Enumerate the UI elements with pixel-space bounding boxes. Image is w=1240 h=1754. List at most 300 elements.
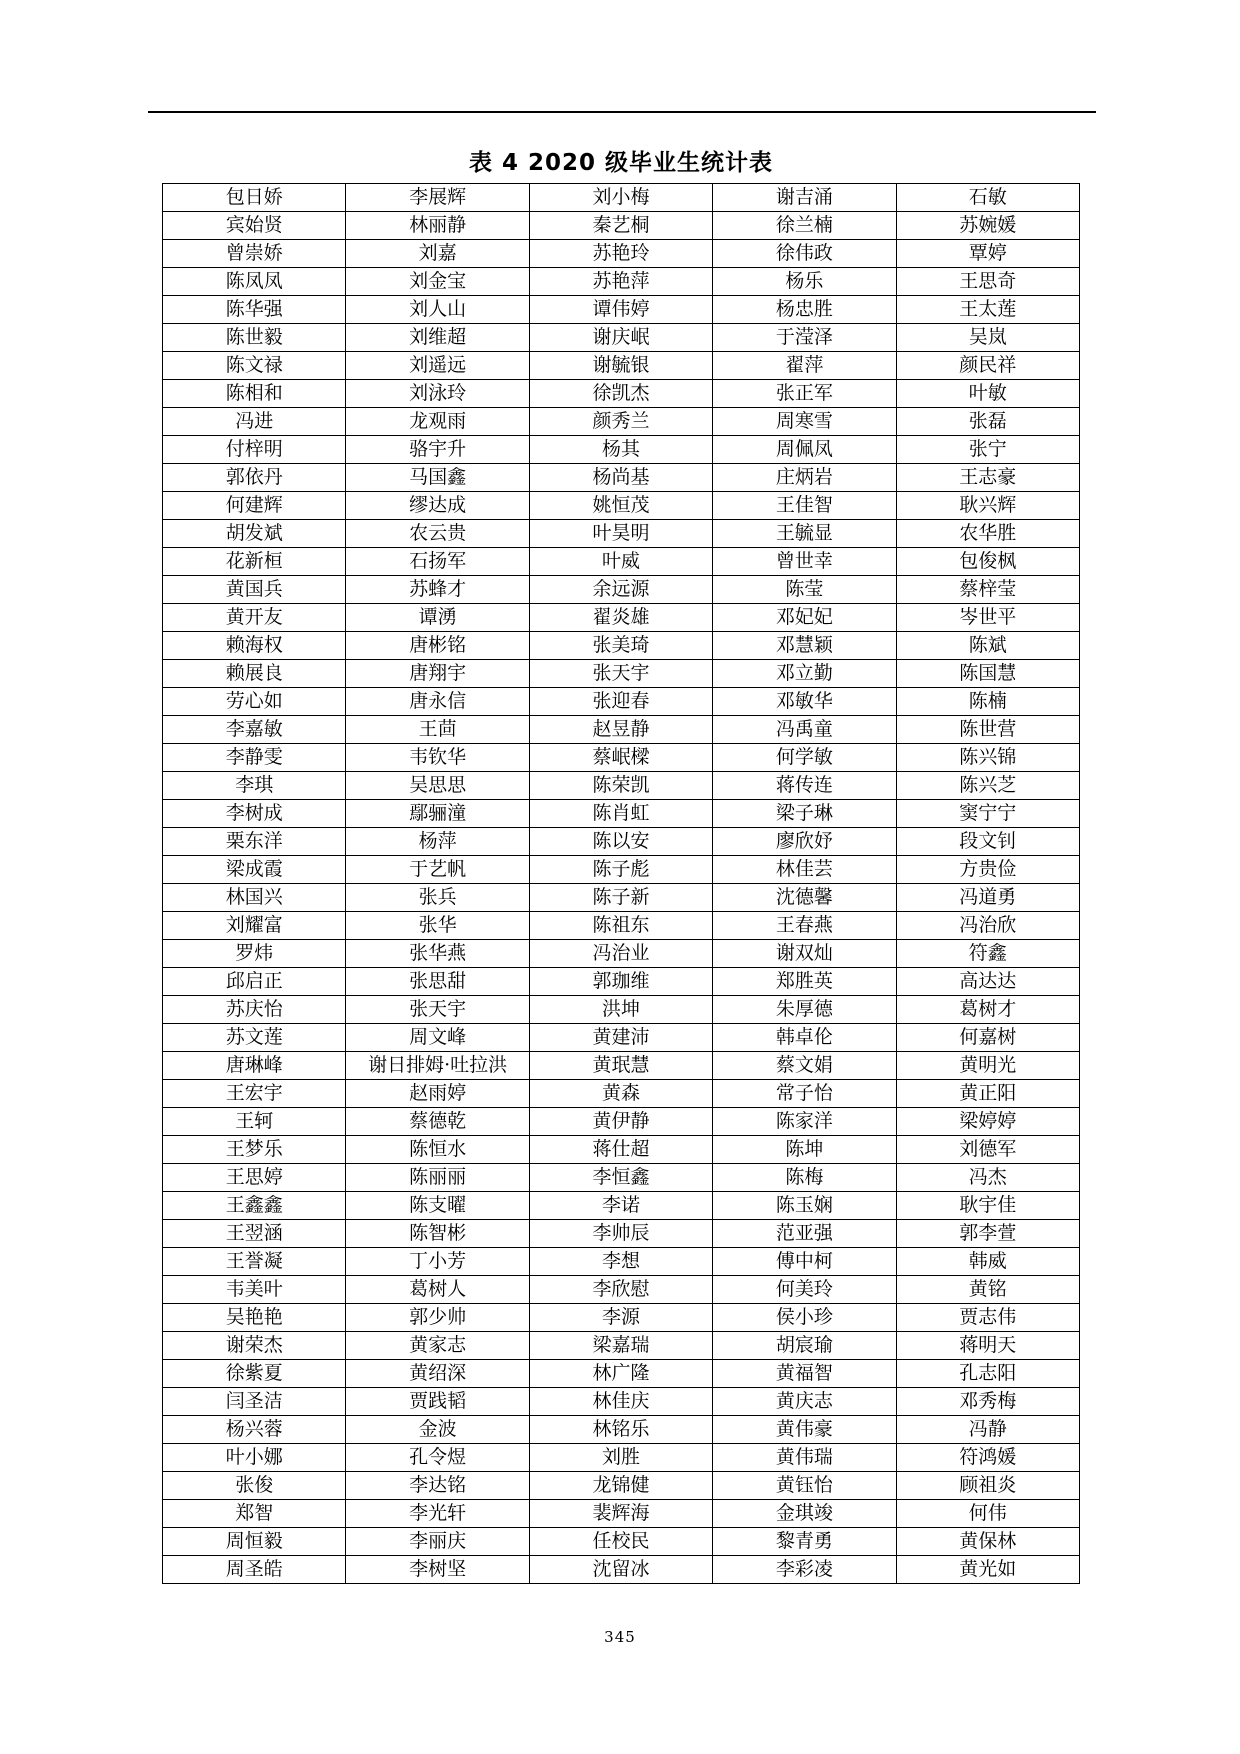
student-name-cell: 葛树人 [346, 1276, 529, 1304]
student-name-cell: 何嘉树 [896, 1024, 1079, 1052]
student-name-cell: 王宏宇 [163, 1080, 346, 1108]
student-name-cell: 张磊 [896, 408, 1079, 436]
table-row [163, 1136, 1080, 1164]
student-name-cell: 陈家洋 [713, 1108, 896, 1136]
student-name-cell: 陈以安 [529, 828, 712, 856]
student-name-cell: 范亚强 [713, 1220, 896, 1248]
student-name-cell: 包日娇 [163, 184, 346, 212]
student-name-cell: 黄珉慧 [529, 1052, 712, 1080]
student-name-cell: 冯杰 [896, 1164, 1079, 1192]
student-name-cell: 颜秀兰 [529, 408, 712, 436]
student-name-cell: 冯进 [163, 408, 346, 436]
table-row [163, 1360, 1080, 1388]
student-name-cell: 蔡梓莹 [896, 576, 1079, 604]
student-name-cell: 赖海权 [163, 632, 346, 660]
student-name-cell: 傅中柯 [713, 1248, 896, 1276]
student-name-cell: 何学敏 [713, 744, 896, 772]
student-name-cell: 王誉凝 [163, 1248, 346, 1276]
student-name-cell: 洪坤 [529, 996, 712, 1024]
student-name-cell: 符鸿媛 [896, 1444, 1079, 1472]
student-name-cell: 谭湧 [346, 604, 529, 632]
student-name-cell: 林佳庆 [529, 1388, 712, 1416]
student-name-cell: 陈华强 [163, 296, 346, 324]
student-name-cell: 苏艳萍 [529, 268, 712, 296]
student-name-cell: 叶小娜 [163, 1444, 346, 1472]
student-name-cell: 王茴 [346, 716, 529, 744]
student-name-cell: 方贵俭 [896, 856, 1079, 884]
student-name-cell: 包俊枫 [896, 548, 1079, 576]
student-name-cell: 李彩凌 [713, 1556, 896, 1584]
student-name-cell: 吴思思 [346, 772, 529, 800]
student-name-cell: 梁婷婷 [896, 1108, 1079, 1136]
table-row [163, 884, 1080, 912]
student-name-cell: 廖欣妤 [713, 828, 896, 856]
table-row [163, 548, 1080, 576]
student-name-cell: 李琪 [163, 772, 346, 800]
table-row [163, 1220, 1080, 1248]
student-name-cell: 邓秀梅 [896, 1388, 1079, 1416]
student-name-cell: 杨萍 [346, 828, 529, 856]
table-row [163, 1304, 1080, 1332]
student-name-cell: 金琪竣 [713, 1500, 896, 1528]
student-name-cell: 陈国慧 [896, 660, 1079, 688]
table-row [163, 1556, 1080, 1584]
student-name-cell: 翟萍 [713, 352, 896, 380]
student-name-cell: 沈德馨 [713, 884, 896, 912]
student-name-cell: 王春燕 [713, 912, 896, 940]
student-name-cell: 陈子新 [529, 884, 712, 912]
table-row [163, 184, 1080, 212]
student-name-cell: 周圣皓 [163, 1556, 346, 1584]
table-row [163, 352, 1080, 380]
graduates-table-body [163, 184, 1080, 1584]
table-row [163, 772, 1080, 800]
student-name-cell: 黄家志 [346, 1332, 529, 1360]
student-name-cell: 孔志阳 [896, 1360, 1079, 1388]
student-name-cell: 李树坚 [346, 1556, 529, 1584]
table-row [163, 1388, 1080, 1416]
student-name-cell: 杨兴蓉 [163, 1416, 346, 1444]
student-name-cell: 谢毓银 [529, 352, 712, 380]
table-row [163, 1080, 1080, 1108]
student-name-cell: 贾践韬 [346, 1388, 529, 1416]
table-row [163, 436, 1080, 464]
student-name-cell: 李丽庆 [346, 1528, 529, 1556]
student-name-cell: 高达达 [896, 968, 1079, 996]
student-name-cell: 金波 [346, 1416, 529, 1444]
table-row [163, 1332, 1080, 1360]
student-name-cell: 韦美叶 [163, 1276, 346, 1304]
table-row [163, 1052, 1080, 1080]
student-name-cell: 韩卓伦 [713, 1024, 896, 1052]
student-name-cell: 张俊 [163, 1472, 346, 1500]
student-name-cell: 耿宇佳 [896, 1192, 1079, 1220]
table-row [163, 492, 1080, 520]
student-name-cell: 鄢骊潼 [346, 800, 529, 828]
student-name-cell: 刘遥远 [346, 352, 529, 380]
student-name-cell: 闫圣洁 [163, 1388, 346, 1416]
student-name-cell: 唐永信 [346, 688, 529, 716]
student-name-cell: 黄绍深 [346, 1360, 529, 1388]
student-name-cell: 庄炳岩 [713, 464, 896, 492]
student-name-cell: 唐彬铭 [346, 632, 529, 660]
table-row [163, 660, 1080, 688]
student-name-cell: 叶敏 [896, 380, 1079, 408]
student-name-cell: 张华 [346, 912, 529, 940]
table-row [163, 1528, 1080, 1556]
student-name-cell: 林丽静 [346, 212, 529, 240]
student-name-cell: 段文钊 [896, 828, 1079, 856]
student-name-cell: 邓立勤 [713, 660, 896, 688]
header-rule [148, 111, 1096, 113]
student-name-cell: 宾始贤 [163, 212, 346, 240]
student-name-cell: 梁嘉瑞 [529, 1332, 712, 1360]
student-name-cell: 李诺 [529, 1192, 712, 1220]
table-row [163, 716, 1080, 744]
student-name-cell: 郑智 [163, 1500, 346, 1528]
table-row [163, 688, 1080, 716]
student-name-cell: 苏婉媛 [896, 212, 1079, 240]
table-row [163, 408, 1080, 436]
table-row [163, 464, 1080, 492]
student-name-cell: 马国鑫 [346, 464, 529, 492]
student-name-cell: 黄保林 [896, 1528, 1079, 1556]
student-name-cell: 陈兴芝 [896, 772, 1079, 800]
student-name-cell: 刘胜 [529, 1444, 712, 1472]
student-name-cell: 陈世毅 [163, 324, 346, 352]
student-name-cell: 沈留冰 [529, 1556, 712, 1584]
student-name-cell: 蒋明天 [896, 1332, 1079, 1360]
table-row [163, 1248, 1080, 1276]
table-row [163, 380, 1080, 408]
student-name-cell: 苏蜂才 [346, 576, 529, 604]
student-name-cell: 余远源 [529, 576, 712, 604]
table-row [163, 632, 1080, 660]
student-name-cell: 刘小梅 [529, 184, 712, 212]
student-name-cell: 栗东洋 [163, 828, 346, 856]
student-name-cell: 常子怡 [713, 1080, 896, 1108]
student-name-cell: 林铭乐 [529, 1416, 712, 1444]
student-name-cell: 谭伟婷 [529, 296, 712, 324]
student-name-cell: 黎青勇 [713, 1528, 896, 1556]
student-name-cell: 陈莹 [713, 576, 896, 604]
student-name-cell: 劳心如 [163, 688, 346, 716]
student-name-cell: 王梦乐 [163, 1136, 346, 1164]
student-name-cell: 丁小芳 [346, 1248, 529, 1276]
student-name-cell: 杨其 [529, 436, 712, 464]
student-name-cell: 周佩凤 [713, 436, 896, 464]
student-name-cell: 岑世平 [896, 604, 1079, 632]
student-name-cell: 苏艳玲 [529, 240, 712, 268]
student-name-cell: 曾崇娇 [163, 240, 346, 268]
student-name-cell: 于艺帆 [346, 856, 529, 884]
student-name-cell: 贾志伟 [896, 1304, 1079, 1332]
student-name-cell: 于滢泽 [713, 324, 896, 352]
table-row [163, 520, 1080, 548]
student-name-cell: 李欣慰 [529, 1276, 712, 1304]
student-name-cell: 蒋传连 [713, 772, 896, 800]
student-name-cell: 石敏 [896, 184, 1079, 212]
table-row [163, 1024, 1080, 1052]
student-name-cell: 胡发斌 [163, 520, 346, 548]
student-name-cell: 郭李萱 [896, 1220, 1079, 1248]
student-name-cell: 吴艳艳 [163, 1304, 346, 1332]
student-name-cell: 农云贵 [346, 520, 529, 548]
student-name-cell: 张宁 [896, 436, 1079, 464]
student-name-cell: 陈文禄 [163, 352, 346, 380]
student-name-cell: 郭珈维 [529, 968, 712, 996]
student-name-cell: 周恒毅 [163, 1528, 346, 1556]
student-name-cell: 刘维超 [346, 324, 529, 352]
student-name-cell: 刘德军 [896, 1136, 1079, 1164]
student-name-cell: 黄光如 [896, 1556, 1079, 1584]
table-row [163, 268, 1080, 296]
student-name-cell: 冯禹童 [713, 716, 896, 744]
student-name-cell: 李静雯 [163, 744, 346, 772]
student-name-cell: 符鑫 [896, 940, 1079, 968]
student-name-cell: 李想 [529, 1248, 712, 1276]
student-name-cell: 朱厚德 [713, 996, 896, 1024]
student-name-cell: 陈相和 [163, 380, 346, 408]
student-name-cell: 王鑫鑫 [163, 1192, 346, 1220]
student-name-cell: 何伟 [896, 1500, 1079, 1528]
student-name-cell: 谢庆岷 [529, 324, 712, 352]
student-name-cell: 李光轩 [346, 1500, 529, 1528]
table-row [163, 296, 1080, 324]
student-name-cell: 陈荣凯 [529, 772, 712, 800]
student-name-cell: 覃婷 [896, 240, 1079, 268]
student-name-cell: 邓敏华 [713, 688, 896, 716]
student-name-cell: 陈坤 [713, 1136, 896, 1164]
table-row [163, 1192, 1080, 1220]
student-name-cell: 李达铭 [346, 1472, 529, 1500]
student-name-cell: 陈斌 [896, 632, 1079, 660]
student-name-cell: 徐兰楠 [713, 212, 896, 240]
student-name-cell: 陈世营 [896, 716, 1079, 744]
student-name-cell: 李帅辰 [529, 1220, 712, 1248]
student-name-cell: 陈智彬 [346, 1220, 529, 1248]
student-name-cell: 颜民祥 [896, 352, 1079, 380]
student-name-cell: 黄钰怡 [713, 1472, 896, 1500]
student-name-cell: 曾世幸 [713, 548, 896, 576]
student-name-cell: 顾祖炎 [896, 1472, 1079, 1500]
student-name-cell: 付梓明 [163, 436, 346, 464]
student-name-cell: 骆宇升 [346, 436, 529, 464]
student-name-cell: 王太莲 [896, 296, 1079, 324]
student-name-cell: 王佳智 [713, 492, 896, 520]
student-name-cell: 吴岚 [896, 324, 1079, 352]
student-name-cell: 黄建沛 [529, 1024, 712, 1052]
student-name-cell: 王志豪 [896, 464, 1079, 492]
student-name-cell: 林佳芸 [713, 856, 896, 884]
student-name-cell: 赵昱静 [529, 716, 712, 744]
student-name-cell: 刘金宝 [346, 268, 529, 296]
student-name-cell: 石扬军 [346, 548, 529, 576]
student-name-cell: 农华胜 [896, 520, 1079, 548]
student-name-cell: 陈支曜 [346, 1192, 529, 1220]
student-name-cell: 谢双灿 [713, 940, 896, 968]
table-row [163, 828, 1080, 856]
student-name-cell: 任校民 [529, 1528, 712, 1556]
student-name-cell: 刘嘉 [346, 240, 529, 268]
student-name-cell: 蔡文娟 [713, 1052, 896, 1080]
student-name-cell: 黄伟瑞 [713, 1444, 896, 1472]
student-name-cell: 龙锦健 [529, 1472, 712, 1500]
table-row [163, 576, 1080, 604]
student-name-cell: 杨乐 [713, 268, 896, 296]
student-name-cell: 黄伊静 [529, 1108, 712, 1136]
student-name-cell: 蒋仕超 [529, 1136, 712, 1164]
student-name-cell: 陈兴锦 [896, 744, 1079, 772]
student-name-cell: 裴辉海 [529, 1500, 712, 1528]
student-name-cell: 梁成霞 [163, 856, 346, 884]
table-row [163, 1164, 1080, 1192]
student-name-cell: 龙观雨 [346, 408, 529, 436]
student-name-cell: 张思甜 [346, 968, 529, 996]
student-name-cell: 何建辉 [163, 492, 346, 520]
student-name-cell: 赖展良 [163, 660, 346, 688]
table-row [163, 912, 1080, 940]
graduates-table [162, 183, 1080, 1584]
student-name-cell: 李嘉敏 [163, 716, 346, 744]
student-name-cell: 黄福智 [713, 1360, 896, 1388]
student-name-cell: 林广隆 [529, 1360, 712, 1388]
student-name-cell: 李源 [529, 1304, 712, 1332]
student-name-cell: 韩威 [896, 1248, 1079, 1276]
student-name-cell: 陈肖虹 [529, 800, 712, 828]
table-row [163, 856, 1080, 884]
student-name-cell: 冯道勇 [896, 884, 1079, 912]
table-row [163, 1416, 1080, 1444]
student-name-cell: 李恒鑫 [529, 1164, 712, 1192]
table-row [163, 324, 1080, 352]
student-name-cell: 苏庆怡 [163, 996, 346, 1024]
student-name-cell: 赵雨婷 [346, 1080, 529, 1108]
student-name-cell: 李展辉 [346, 184, 529, 212]
student-name-cell: 邓妃妃 [713, 604, 896, 632]
student-name-cell: 冯治欣 [896, 912, 1079, 940]
table-row [163, 1444, 1080, 1472]
student-name-cell: 郭少帅 [346, 1304, 529, 1332]
table-row [163, 968, 1080, 996]
student-name-cell: 黄伟豪 [713, 1416, 896, 1444]
student-name-cell: 杨尚基 [529, 464, 712, 492]
student-name-cell: 苏文莲 [163, 1024, 346, 1052]
student-name-cell: 唐琳峰 [163, 1052, 346, 1080]
student-name-cell: 张美琦 [529, 632, 712, 660]
student-name-cell: 谢日排姆·吐拉洪 [346, 1052, 529, 1080]
student-name-cell: 黄铭 [896, 1276, 1079, 1304]
student-name-cell: 罗炜 [163, 940, 346, 968]
student-name-cell: 翟炎雄 [529, 604, 712, 632]
student-name-cell: 邱启正 [163, 968, 346, 996]
student-name-cell: 蔡德乾 [346, 1108, 529, 1136]
student-name-cell: 王轲 [163, 1108, 346, 1136]
student-name-cell: 张迎春 [529, 688, 712, 716]
student-name-cell: 李树成 [163, 800, 346, 828]
student-name-cell: 林国兴 [163, 884, 346, 912]
table-row [163, 1276, 1080, 1304]
student-name-cell: 张正军 [713, 380, 896, 408]
student-name-cell: 陈楠 [896, 688, 1079, 716]
student-name-cell: 韦钦华 [346, 744, 529, 772]
table-row [163, 1500, 1080, 1528]
student-name-cell: 黄开友 [163, 604, 346, 632]
student-name-cell: 花新桓 [163, 548, 346, 576]
student-name-cell: 陈子彪 [529, 856, 712, 884]
student-name-cell: 蔡岷樑 [529, 744, 712, 772]
table-row [163, 1472, 1080, 1500]
student-name-cell: 姚恒茂 [529, 492, 712, 520]
student-name-cell: 张天宇 [529, 660, 712, 688]
student-name-cell: 叶威 [529, 548, 712, 576]
student-name-cell: 陈祖东 [529, 912, 712, 940]
student-name-cell: 陈丽丽 [346, 1164, 529, 1192]
student-name-cell: 周寒雪 [713, 408, 896, 436]
table-row [163, 604, 1080, 632]
student-name-cell: 缪达成 [346, 492, 529, 520]
student-name-cell: 窦宁宁 [896, 800, 1079, 828]
table-row [163, 212, 1080, 240]
student-name-cell: 何美玲 [713, 1276, 896, 1304]
table-row [163, 240, 1080, 268]
student-name-cell: 张华燕 [346, 940, 529, 968]
student-name-cell: 徐伟政 [713, 240, 896, 268]
student-name-cell: 黄国兵 [163, 576, 346, 604]
student-name-cell: 张天宇 [346, 996, 529, 1024]
student-name-cell: 陈梅 [713, 1164, 896, 1192]
student-name-cell: 孔令煜 [346, 1444, 529, 1472]
table-title: 表 4 2020 级毕业生统计表 [468, 150, 774, 176]
student-name-cell: 王毓显 [713, 520, 896, 548]
student-name-cell: 周文峰 [346, 1024, 529, 1052]
student-name-cell: 谢荣杰 [163, 1332, 346, 1360]
table-row [163, 744, 1080, 772]
student-name-cell: 唐翔宇 [346, 660, 529, 688]
table-row [163, 940, 1080, 968]
student-name-cell: 黄庆志 [713, 1388, 896, 1416]
student-name-cell: 郭依丹 [163, 464, 346, 492]
student-name-cell: 王翌涵 [163, 1220, 346, 1248]
student-name-cell: 刘人山 [346, 296, 529, 324]
student-name-cell: 叶昊明 [529, 520, 712, 548]
table-row [163, 1108, 1080, 1136]
student-name-cell: 邓慧颖 [713, 632, 896, 660]
table-row [163, 996, 1080, 1024]
student-name-cell: 张兵 [346, 884, 529, 912]
student-name-cell: 冯静 [896, 1416, 1079, 1444]
student-name-cell: 黄森 [529, 1080, 712, 1108]
student-name-cell: 冯治业 [529, 940, 712, 968]
student-name-cell: 梁子琳 [713, 800, 896, 828]
student-name-cell: 郑胜英 [713, 968, 896, 996]
student-name-cell: 王思奇 [896, 268, 1079, 296]
student-name-cell: 杨忠胜 [713, 296, 896, 324]
student-name-cell: 徐紫夏 [163, 1360, 346, 1388]
student-name-cell: 刘耀富 [163, 912, 346, 940]
student-name-cell: 黄正阳 [896, 1080, 1079, 1108]
student-name-cell: 胡宸瑜 [713, 1332, 896, 1360]
student-name-cell: 葛树才 [896, 996, 1079, 1024]
student-name-cell: 陈凤凤 [163, 268, 346, 296]
student-name-cell: 刘泳玲 [346, 380, 529, 408]
student-name-cell: 黄明光 [896, 1052, 1079, 1080]
student-name-cell: 耿兴辉 [896, 492, 1079, 520]
student-name-cell: 谢吉涌 [713, 184, 896, 212]
student-name-cell: 侯小珍 [713, 1304, 896, 1332]
page-number: 345 [604, 1628, 636, 1646]
student-name-cell: 陈玉娴 [713, 1192, 896, 1220]
